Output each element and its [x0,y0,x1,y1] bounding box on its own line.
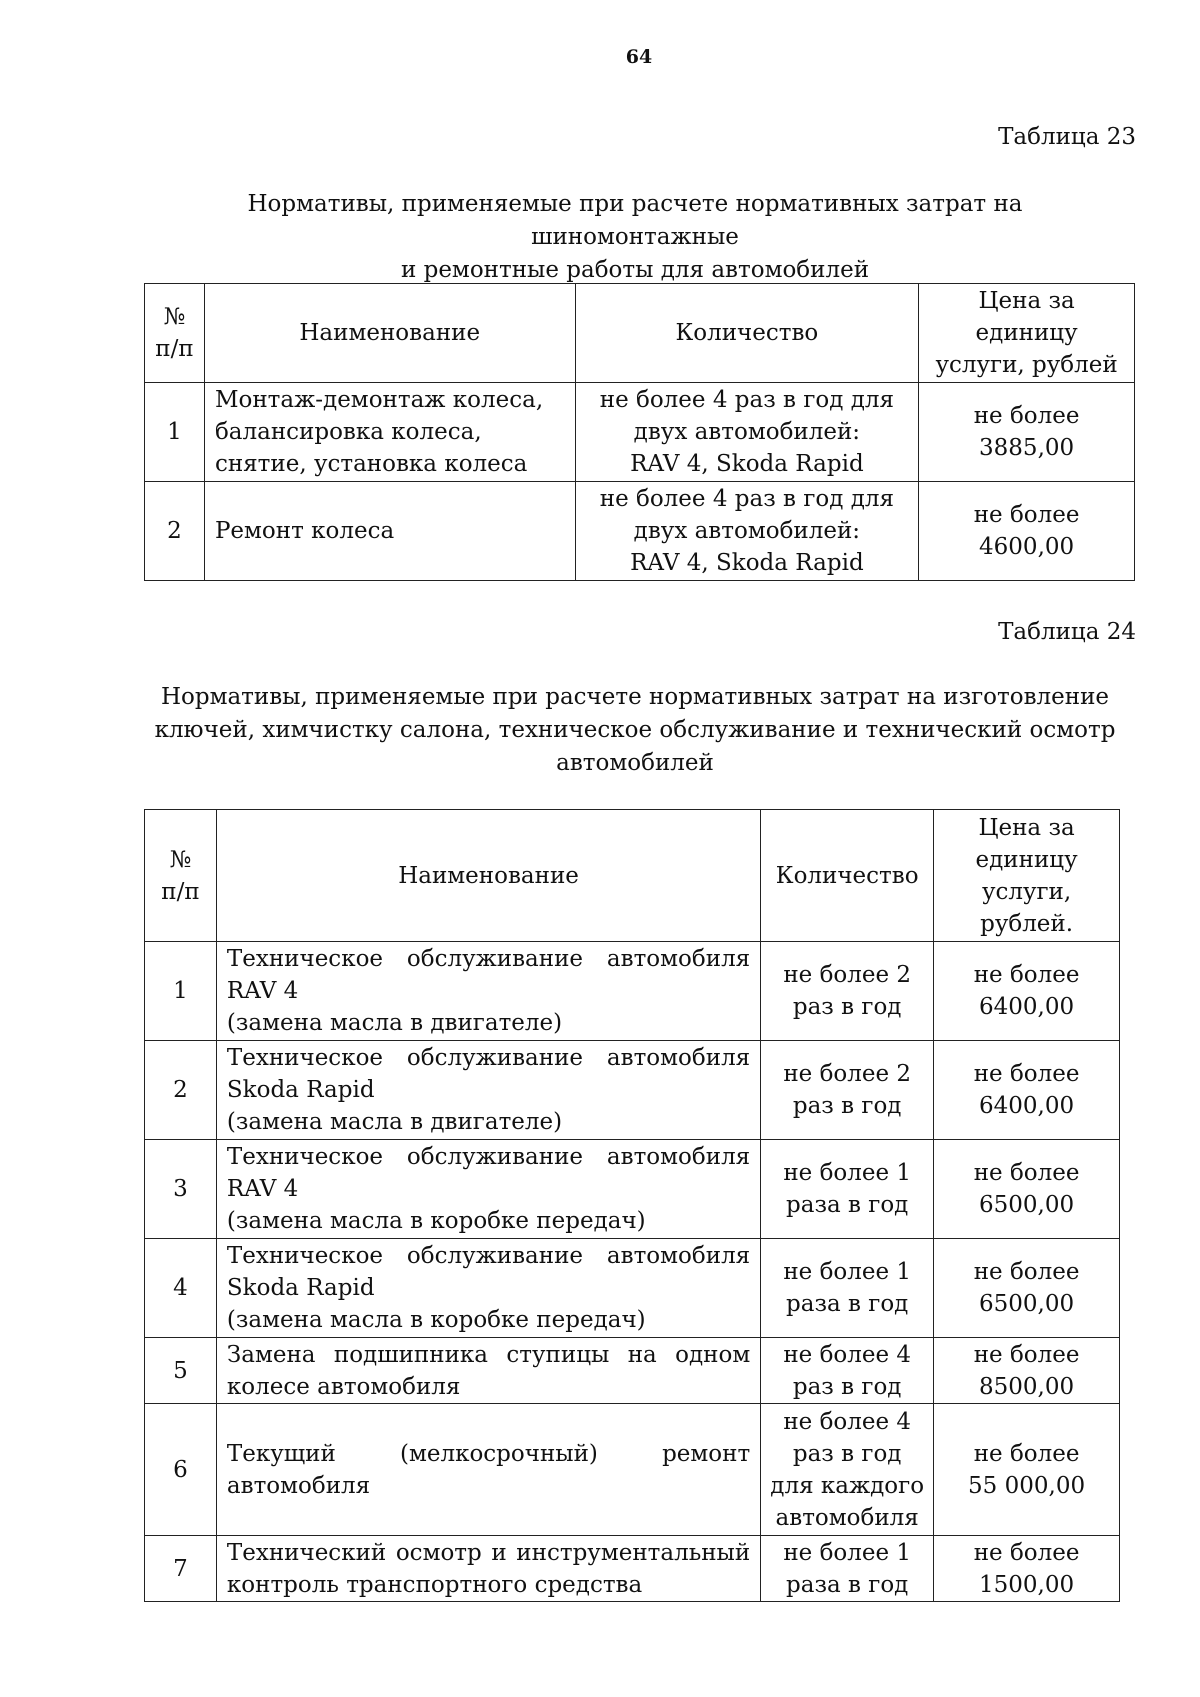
row-name-cell [216,1041,760,1140]
table-row [145,942,1120,1041]
table-23 [144,283,1135,581]
table-row [145,1140,1120,1239]
row-num: 6 [145,1404,217,1536]
row-name: Технический осмотр и инструментальный контроль транспортного средства [216,1536,760,1602]
header-num: № п/п [145,810,217,942]
row-name-note: (замена масла в двигателе) [226,1109,563,1135]
table-header-row [145,810,1120,942]
row-price: не более 6400,00 [934,1041,1120,1140]
row-name-cell [216,1140,760,1239]
table-23-caption: Нормативы, применяемые при расчете нормативных затрат на шиномонтажные и ремонтные работы для автомобилей [247,191,1023,283]
row-price: не более 6500,00 [934,1239,1120,1338]
row-name: Замена подшипника ступицы на одном колесе автомобиля [216,1338,760,1404]
row-name-cell [216,1239,760,1338]
table-24 [144,809,1120,1602]
row-num: 3 [145,1140,217,1239]
table-23-label: Таблица 23 [998,124,1136,150]
row-qty: не более 4 раз в год для каждого автомобиля [761,1404,934,1536]
header-name: Наименование [216,810,760,942]
row-num: 1 [145,942,217,1041]
row-num: 1 [145,383,205,482]
row-qty: не более 4 раз в год для двух автомобилей: RAV 4, Skoda Rapid [575,482,919,581]
row-name: Ремонт колеса [204,482,575,581]
row-qty: не более 2 раз в год [761,942,934,1041]
table-row [145,1404,1120,1536]
table-row [145,1338,1120,1404]
table-row [145,482,1135,581]
row-name-note: (замена масла в двигателе) [226,1010,563,1036]
row-name: Техническое обслуживание автомобиля RAV 4 [226,1144,751,1202]
row-qty: не более 4 раз в год для двух автомобилей: RAV 4, Skoda Rapid [575,383,919,482]
row-qty: не более 2 раз в год [761,1041,934,1140]
header-qty: Количество [761,810,934,942]
row-num: 4 [145,1239,217,1338]
row-name-note: (замена масла в коробке передач) [226,1208,646,1234]
row-name: Техническое обслуживание автомобиля RAV 4 [226,946,751,1004]
row-name: Техническое обслуживание автомобиля Skoda Rapid [226,1243,751,1301]
row-num: 2 [145,1041,217,1140]
row-price: не более 6500,00 [934,1140,1120,1239]
table-row [145,383,1135,482]
row-price: не более 1500,00 [934,1536,1120,1602]
row-name-cell [216,942,760,1041]
row-price: не более 6400,00 [934,942,1120,1041]
row-num: 2 [145,482,205,581]
header-price: Цена за единицу услуги, рублей. [934,810,1120,942]
row-name: Текущий (мелкосрочный) ремонт автомобиля [216,1404,760,1536]
header-price: Цена за единицу услуги, рублей [919,284,1135,383]
row-price: не более 4600,00 [919,482,1135,581]
table-24-caption: Нормативы, применяемые при расчете нормативных затрат на изготовление ключей, химчистку салона, техническое обслуживание и технический осмотр автомобилей [154,684,1116,776]
row-price: не более 3885,00 [919,383,1135,482]
table-row [145,1536,1120,1602]
table-row [145,1239,1120,1338]
header-num: № п/п [145,284,205,383]
page-number: 64 [625,46,653,68]
row-qty: не более 4 раз в год [761,1338,934,1404]
row-name: Техническое обслуживание автомобиля Skoda Rapid [226,1045,751,1103]
row-num: 5 [145,1338,217,1404]
table-row [145,1041,1120,1140]
row-qty: не более 1 раза в год [761,1536,934,1602]
table-24-label: Таблица 24 [998,619,1136,645]
row-price: не более 55 000,00 [934,1404,1120,1536]
row-num: 7 [145,1536,217,1602]
row-name: Монтаж-демонтаж колеса, балансировка колеса, снятие, установка колеса [204,383,575,482]
row-price: не более 8500,00 [934,1338,1120,1404]
table-header-row [145,284,1135,383]
row-name-note: (замена масла в коробке передач) [226,1307,646,1333]
row-qty: не более 1 раза в год [761,1239,934,1338]
header-qty: Количество [575,284,919,383]
header-name: Наименование [204,284,575,383]
row-qty: не более 1 раза в год [761,1140,934,1239]
